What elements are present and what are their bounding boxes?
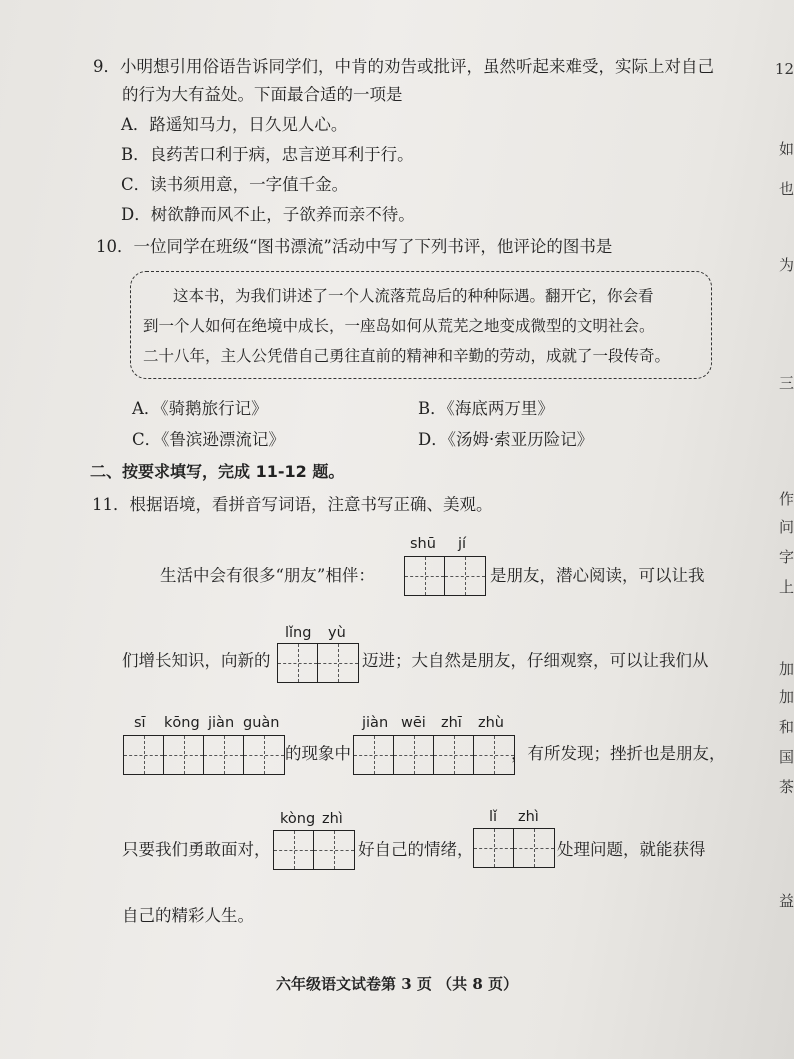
q11-text-line1-before: 生活中会有很多“朋友”相伴： (160, 566, 375, 585)
q10-option-a: A．《骑鹅旅行记》 (132, 399, 268, 418)
q11-text-line3-after: ，有所发现；挫折也是朋友， (511, 744, 726, 763)
pinyin-zhu: zhù (478, 715, 504, 731)
pinyin-shu: shū (410, 536, 436, 552)
next-page-edge-text: 12 (774, 60, 794, 78)
q11-text-line2-before: 们增长知识，向新的 (122, 651, 271, 670)
pinyin-guan: guàn (243, 715, 280, 731)
next-page-edge-text: 作 (778, 490, 794, 508)
q10-option-c: C．《鲁滨逊漂流记》 (132, 430, 285, 449)
pinyin-jian: jiàn (208, 715, 235, 731)
pinyin-wei: wēi (401, 715, 426, 731)
next-page-edge-text: 问 (778, 518, 794, 536)
q11-text-line4-after: 处理问题，就能获得 (557, 840, 706, 859)
review-line-2: 到一个人如何在绝境中成长，一座岛如何从荒芜之地变成微型的文明社会。 (143, 317, 655, 335)
grid-cell[interactable] (124, 736, 164, 774)
q11-text-line4-before: 只要我们勇敢面对， (122, 840, 271, 859)
pinyin-kong: kōng (164, 715, 200, 731)
review-line-3: 二十八年，主人公凭借自己勇往直前的精神和辛勤的劳动，成就了一段传奇。 (143, 347, 671, 365)
pinyin-ji: jí (458, 536, 467, 552)
q9-stem-line2: 的行为大有益处。下面最合适的一项是 (122, 85, 403, 104)
q10-stem: 10．一位同学在班级“图书漂流”活动中写了下列书评，他评论的图书是 (96, 237, 613, 256)
grid-cell[interactable] (434, 736, 474, 774)
grid-cell[interactable] (278, 644, 318, 682)
next-page-edge-text: 字 (778, 548, 794, 566)
next-page-edge-text: 加 (778, 660, 794, 678)
grid-cell[interactable] (394, 736, 434, 774)
q10-option-d: D．《汤姆·索亚历险记》 (418, 430, 594, 449)
section-2-heading: 二、按要求填写，完成 11-12 题。 (90, 462, 345, 481)
q11-text-line3-mid: 的现象中 (285, 744, 351, 763)
pinyin-zhi: zhī (441, 715, 462, 731)
next-page-edge-text: 上 (778, 578, 794, 596)
grid-cell[interactable] (474, 736, 514, 774)
next-page-edge-text: 和 (778, 718, 794, 736)
pinyin-ling: lǐng (285, 625, 312, 641)
answer-grid-shuji[interactable] (404, 556, 486, 596)
grid-cell[interactable] (274, 831, 314, 869)
q9-option-d: D．树欲静而风不止，子欲养而亲不待。 (121, 205, 415, 224)
q10-option-b: B．《海底两万里》 (418, 399, 554, 418)
grid-cell[interactable] (354, 736, 394, 774)
pinyin-zhi2: zhì (322, 811, 343, 827)
answer-grid-sikongjianguan[interactable] (123, 735, 285, 775)
q9-option-b: B．良药苦口利于病，忠言逆耳利于行。 (121, 145, 414, 164)
next-page-edge-text: 茶 (778, 778, 794, 796)
answer-grid-kongzhi[interactable] (273, 830, 355, 870)
q11-text-line5: 自己的精彩人生。 (122, 906, 254, 925)
next-page-edge-text: 如 (778, 140, 794, 158)
grid-cell[interactable] (514, 829, 554, 867)
pinyin-yu: yù (328, 625, 346, 641)
answer-grid-lingyu[interactable] (277, 643, 359, 683)
q9-option-c: C．读书须用意，一字值千金。 (121, 175, 349, 194)
grid-cell[interactable] (474, 829, 514, 867)
answer-grid-lizhi[interactable] (473, 828, 555, 868)
grid-cell[interactable] (314, 831, 354, 869)
next-page-edge-text: 国 (778, 748, 794, 766)
answer-grid-jianweizhizhu[interactable] (353, 735, 515, 775)
grid-cell[interactable] (204, 736, 244, 774)
q11-text-line1-after: 是朋友，潜心阅读，可以让我 (490, 566, 705, 585)
q9-option-a: A．路遥知马力，日久见人心。 (121, 115, 348, 134)
next-page-edge-text: 益 (778, 892, 794, 910)
grid-cell[interactable] (405, 557, 445, 595)
pinyin-kong2: kòng (280, 811, 316, 827)
next-page-edge-text: 加 (778, 688, 794, 706)
next-page-edge-text: 为 (778, 256, 794, 274)
q9-stem-line1: 9．小明想引用俗语告诉同学们，中肯的劝告或批评，虽然听起来难受，实际上对自己 (93, 57, 714, 76)
page-footer: 六年级语文试卷第 3 页 （共 8 页） (276, 975, 518, 993)
pinyin-li: lǐ (489, 809, 498, 825)
book-review-box (130, 271, 712, 379)
grid-cell[interactable] (164, 736, 204, 774)
review-line-1: 这本书，为我们讲述了一个人流落荒岛后的种种际遇。翻开它，你会看 (173, 287, 654, 305)
grid-cell[interactable] (318, 644, 358, 682)
grid-cell[interactable] (445, 557, 485, 595)
grid-cell[interactable] (244, 736, 284, 774)
q11-text-line2-after: 迈进；大自然是朋友，仔细观察，可以让我们从 (362, 651, 709, 670)
pinyin-jian2: jiàn (362, 715, 389, 731)
q11-stem: 11．根据语境，看拼音写词语，注意书写正确、美观。 (92, 495, 493, 514)
next-page-edge-text: 三 (778, 374, 794, 392)
pinyin-si: sī (134, 715, 146, 731)
pinyin-zhi3: zhì (518, 809, 539, 825)
q11-text-line4-mid: 好自己的情绪， (358, 840, 474, 859)
next-page-edge-text: 也 (778, 180, 794, 198)
